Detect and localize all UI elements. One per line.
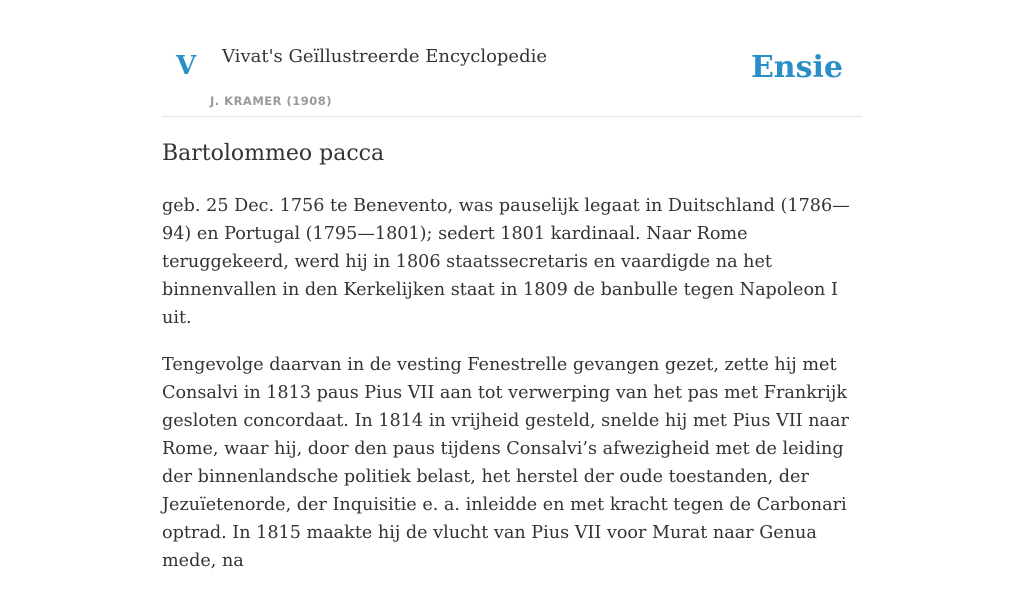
article-paragraph: Tengevolge daarvan in de vesting Fenestrelle gevangen gezet, zette hij met Consalvi in 1813 paus Pius VII aan tot verwerping van het pas met Frankrijk gesloten concordaat. In 1814 in vrijheid gesteld, snelde hij met Pius VII naar Rome, waar hij, door den paus tijdens Consalvi’s afwezigheid met de leiding der binnenlandsche politiek belast, het herstel der oude toestanden, der Jezuïetenorde, der Inquisitie e. a. inleidde en met kracht tegen de Carbonari optrad. In 1815 maakte hij de vlucht van Pius VII voor Murat naar Genua mede, na <box>162 355 849 571</box>
header <box>162 0 862 117</box>
article-title: Bartolommeo pacca <box>162 141 385 166</box>
ensie-logo-link[interactable]: Ensie <box>750 50 843 85</box>
article-paragraph: geb. 25 Dec. 1756 te Benevento, was pauselijk legaat in Duitschland (1786—94) en Portugal (1795—1801); sedert 1801 kardinaal. Naar Rome teruggekeerd, werd hij in 1806 staatssecretaris en vaardigde na het binnenvallen in den Kerkelijken staat in 1809 de banbulle tegen Napoleon I uit. <box>162 196 850 328</box>
publication-author: J. KRAMER (1908) <box>210 94 332 108</box>
article-body <box>162 192 862 594</box>
publication-title-link[interactable]: Vivat's Geïllustreerde Encyclopedie <box>222 46 548 67</box>
publication-logo[interactable]: V <box>176 51 197 81</box>
page <box>162 0 862 571</box>
